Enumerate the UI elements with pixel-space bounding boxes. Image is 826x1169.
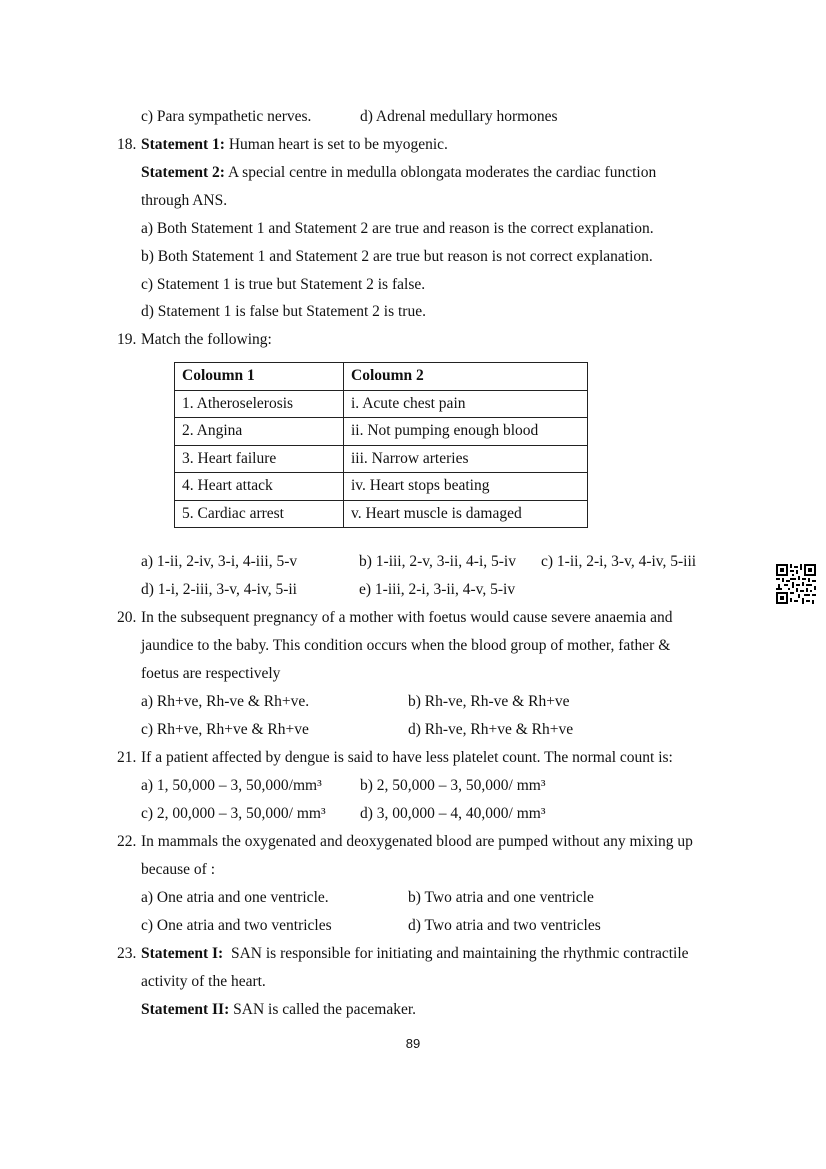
table-row — [175, 390, 588, 418]
table-cell: 1. Atheroselerosis — [175, 390, 344, 418]
table-row — [175, 418, 588, 446]
q18-statement-2-cont: through ANS. — [141, 192, 228, 209]
q20-question-line-3: foetus are respectively — [141, 665, 281, 682]
q20-option-b: b) Rh-ve, Rh-ve & Rh+ve — [408, 693, 570, 710]
q21-question: If a patient affected by dengue is said to have less platelet count. The normal count is: — [141, 749, 673, 766]
table-cell: iv. Heart stops beating — [344, 473, 588, 501]
table-cell: 3. Heart failure — [175, 445, 344, 473]
q19-option-b: b) 1-iii, 2-v, 3-ii, 4-i, 5-iv — [359, 553, 516, 570]
table-cell: i. Acute chest pain — [344, 390, 588, 418]
q18-option-d: d) Statement 1 is false but Statement 2 is true. — [141, 303, 426, 320]
table-row — [175, 445, 588, 473]
q21-option-d: d) 3, 00,000 – 4, 40,000/ mm³ — [360, 805, 546, 822]
q18-statement-2 — [141, 163, 656, 183]
q21-option-a: a) 1, 50,000 – 3, 50,000/mm³ — [141, 777, 322, 794]
q18-statement-1-label: Statement 1: — [141, 136, 225, 153]
q19-option-e: e) 1-iii, 2-i, 3-ii, 4-v, 5-iv — [359, 581, 516, 598]
table-cell: 5. Cardiac arrest — [175, 500, 344, 528]
q23-statement-2-text: SAN is called the pacemaker. — [229, 1001, 417, 1018]
q19-number: 19. — [117, 331, 137, 348]
q22-question-line-1: In mammals the oxygenated and deoxygenated blood are pumped without any mixing up — [141, 833, 693, 850]
table-header-row — [175, 363, 588, 391]
q17-option-c: c) Para sympathetic nerves. — [141, 108, 312, 125]
q20-question-line-1: In the subsequent pregnancy of a mother with foetus would cause severe anaemia and — [141, 609, 673, 626]
table-cell: ii. Not pumping enough blood — [344, 418, 588, 446]
q22-option-a: a) One atria and one ventricle. — [141, 889, 329, 906]
q22-option-c: c) One atria and two ventricles — [141, 917, 332, 934]
qr-code-icon — [776, 564, 816, 604]
table-cell: iii. Narrow arteries — [344, 445, 588, 473]
q22-question-line-2: because of : — [141, 861, 216, 878]
q23-statement-2-label: Statement II: — [141, 1001, 230, 1018]
q20-question-line-2: jaundice to the baby. This condition occurs when the blood group of mother, father & — [141, 637, 671, 654]
q23-statement-2 — [141, 1000, 416, 1020]
q18-statement-1-text: Human heart is set to be myogenic. — [224, 136, 448, 153]
q18-statement-2-text: A special centre in medulla oblongata moderates the cardiac function — [224, 164, 657, 181]
table-row — [175, 473, 588, 501]
q18-option-c: c) Statement 1 is true but Statement 2 is false. — [141, 276, 426, 293]
q19-question: Match the following: — [141, 331, 272, 348]
q18-number: 18. — [117, 136, 137, 153]
q23-number: 23. — [117, 945, 137, 962]
q23-statement-1-text: SAN is responsible for initiating and maintaining the rhythmic contractile — [223, 945, 689, 962]
q17-option-d: d) Adrenal medullary hormones — [360, 108, 558, 125]
q21-option-c: c) 2, 00,000 – 3, 50,000/ mm³ — [141, 805, 326, 822]
q23-statement-1-cont: activity of the heart. — [141, 973, 266, 990]
table-cell: 4. Heart attack — [175, 473, 344, 501]
q20-number: 20. — [117, 609, 137, 626]
q19-option-a: a) 1-ii, 2-iv, 3-i, 4-iii, 5-v — [141, 553, 298, 570]
q20-option-d: d) Rh-ve, Rh+ve & Rh+ve — [408, 721, 574, 738]
table-cell: v. Heart muscle is damaged — [344, 500, 588, 528]
table-header: Coloumn 1 — [175, 363, 344, 391]
q19-option-c: c) 1-ii, 2-i, 3-v, 4-iv, 5-iii — [541, 553, 697, 570]
table-cell: 2. Angina — [175, 418, 344, 446]
q22-number: 22. — [117, 833, 137, 850]
q18-option-a: a) Both Statement 1 and Statement 2 are true and reason is the correct explanation. — [141, 220, 654, 237]
q22-option-d: d) Two atria and two ventricles — [408, 917, 601, 934]
q20-option-c: c) Rh+ve, Rh+ve & Rh+ve — [141, 721, 309, 738]
q18-option-b: b) Both Statement 1 and Statement 2 are true but reason is not correct explanation. — [141, 248, 653, 265]
q18-statement-2-label: Statement 2: — [141, 164, 225, 181]
q23-statement-1-label: Statement I: — [141, 945, 224, 962]
page-number: 89 — [405, 1036, 421, 1051]
q20-option-a: a) Rh+ve, Rh-ve & Rh+ve. — [141, 693, 310, 710]
q21-option-b: b) 2, 50,000 – 3, 50,000/ mm³ — [360, 777, 546, 794]
match-table — [174, 362, 588, 528]
q19-option-d: d) 1-i, 2-iii, 3-v, 4-iv, 5-ii — [141, 581, 297, 598]
q23-statement-1 — [141, 944, 689, 964]
table-header: Coloumn 2 — [344, 363, 588, 391]
q18-statement-1 — [141, 135, 448, 155]
q22-option-b: b) Two atria and one ventricle — [408, 889, 594, 906]
table-row — [175, 500, 588, 528]
q21-number: 21. — [117, 749, 137, 766]
